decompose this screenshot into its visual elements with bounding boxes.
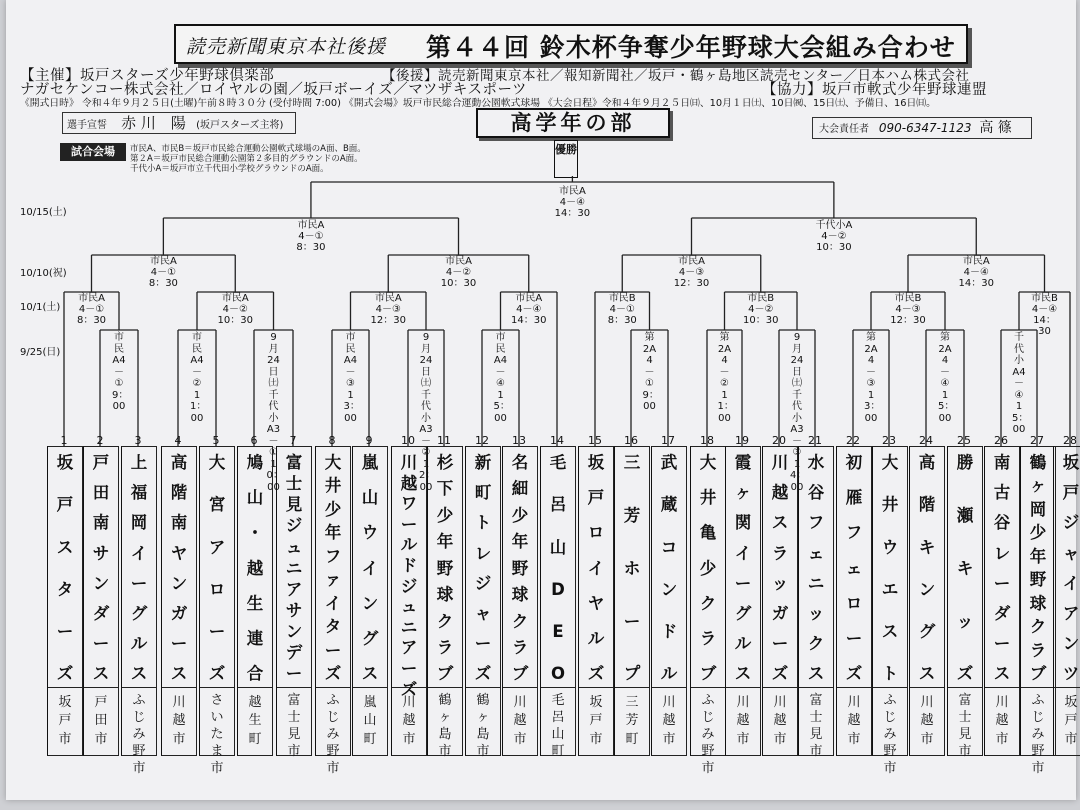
team-city: 戸 田 市: [84, 687, 118, 753]
match-time: 14：30: [511, 315, 547, 326]
team-column: [83, 446, 119, 756]
match-number: 4－④: [963, 267, 989, 278]
match-time: 14：30: [958, 278, 994, 289]
match-number: 4－②: [748, 304, 774, 315]
team-city: 川 越 市: [726, 687, 760, 753]
first-round-match-info: 第2A4－③13：00: [864, 332, 881, 424]
match-venue: 市民A: [678, 256, 705, 267]
team-column: [465, 446, 501, 759]
team-name: 富 士 見 ジ ュ ニ ア サ ン デ ー: [285, 453, 303, 684]
match-venue: 市民B: [894, 293, 922, 304]
team-column: [502, 446, 538, 756]
team-city: 鶴 ヶ 島 市: [466, 687, 500, 753]
team-city: ふ じ み 野 市: [691, 687, 725, 753]
team-name: 嵐 山 ウ イ ン グ ス: [361, 453, 379, 684]
team-column: [690, 446, 726, 776]
team-number: 9: [365, 434, 373, 447]
division-title: 高学年の部: [476, 108, 670, 138]
team-column: [578, 446, 614, 756]
team-city: 富 士 見 市: [277, 687, 311, 753]
match-time: 10：30: [816, 242, 852, 253]
match-time: 8：30: [76, 315, 107, 326]
team-number: 27: [1030, 434, 1044, 447]
first-round-match-info: 9月24日㈯千代小A3－①10：00: [266, 332, 283, 493]
team-city: 川 越 市: [910, 687, 944, 753]
team-city: ふ じ み 野 市: [1021, 687, 1055, 753]
team-city: 富 士 見 市: [799, 687, 833, 753]
match-info: [674, 256, 709, 289]
team-name: 三 芳 ホ ー プ: [623, 453, 641, 684]
match-venue: 市民B: [747, 293, 775, 304]
match-info: [296, 220, 325, 253]
venue-note: 市民A、市民B＝坂戸市民総合運動公園軟式球場のA面、B面。: [130, 144, 366, 154]
team-name: 新 町 ト レ ジ ャ ー ズ: [474, 453, 492, 684]
team-name: 坂 戸 ス タ ー ズ: [56, 453, 74, 684]
team-number: 7: [289, 434, 297, 447]
team-city: 川 越 市: [392, 687, 426, 753]
team-number: 25: [957, 434, 971, 447]
venue-note: 第２A＝坂戸市民総合運動公園第２多目的グラウンドのA面。: [130, 154, 363, 164]
team-number: 6: [250, 434, 258, 447]
team-column: [47, 446, 83, 756]
team-name: 坂 戸 ジ ャ イ ア ン ツ: [1062, 453, 1080, 684]
team-number: 14: [550, 434, 564, 447]
date-label: 9/25(日): [20, 347, 61, 358]
match-number: 4－③: [678, 267, 705, 278]
team-number: 15: [588, 434, 602, 447]
first-round-match-info: 第2A4－④15：00: [938, 332, 955, 424]
team-city: 川 越 市: [763, 687, 797, 753]
team-column: [651, 446, 687, 756]
title-sponsor: 読売新聞東京本社後援: [186, 36, 387, 58]
oath-player-team: (坂戸スターズ主将): [196, 120, 284, 131]
team-number: 3: [134, 434, 142, 447]
host-label: 【主催】: [20, 68, 80, 84]
team-city: 川 越 市: [985, 687, 1019, 753]
team-column: [836, 446, 872, 756]
team-city: さ い た ま 市: [200, 687, 234, 753]
team-number: 22: [846, 434, 860, 447]
team-city: 坂 戸 市: [48, 687, 82, 753]
team-city: ふ じ み 野 市: [873, 687, 907, 753]
team-city: 越 生 町: [238, 687, 272, 753]
team-name: 名 細 少 年 野 球 ク ラ ブ: [511, 453, 529, 684]
team-city: 坂 戸 市: [579, 687, 613, 753]
team-name: 坂 戸 ロ イ ヤ ル ズ: [587, 453, 605, 684]
match-number: 4－①: [150, 267, 177, 278]
team-number: 5: [212, 434, 220, 447]
first-round-match-info: 9月24日㈯千代小A3－②12：00: [419, 332, 436, 493]
team-name: 大 宮 ア ロ ー ズ: [208, 453, 226, 684]
team-column: [798, 446, 834, 759]
venue-note: 千代小A＝坂戸市立千代田小学校グラウンドのA面。: [130, 164, 329, 174]
team-number: 18: [700, 434, 714, 447]
team-name: 勝 瀬 キ ッ ズ: [956, 453, 974, 684]
team-city: 川 越 市: [503, 687, 537, 753]
match-number: 4－④: [516, 304, 542, 315]
match-venue: 市民A: [962, 256, 990, 267]
team-name: 水 谷 フ ェ ニ ッ ク ス: [807, 453, 825, 684]
team-name: 大 井 ウ エ ス ト: [881, 453, 899, 684]
team-name: 霞 ヶ 関 イ ー グ ル ス: [734, 453, 752, 684]
page-title: 第４４回 鈴木杯争奪少年野球大会組み合わせ: [426, 33, 956, 62]
match-info: [371, 293, 406, 326]
match-info: [77, 293, 106, 326]
team-name: 鶴 ヶ 岡 少 年 野 球 ク ラ ブ: [1029, 453, 1047, 684]
team-name: 川 越 ワ ー ル ド ジ ュ ニ ア ー ズ: [400, 453, 418, 699]
team-column: [947, 446, 983, 759]
team-number: 2: [96, 434, 104, 447]
match-venue: 市民A: [374, 293, 402, 304]
match-venue: 市民B: [1031, 293, 1058, 304]
team-city: ふ じ み 野 市: [316, 687, 350, 753]
match-info: [441, 256, 476, 289]
support-label: 【後援】: [382, 68, 438, 84]
team-name: 毛 呂 山 D E O: [549, 453, 567, 684]
team-column: [352, 446, 388, 756]
team-city: 富 士 見 市: [948, 687, 982, 753]
team-column: [427, 446, 463, 759]
match-info: [890, 293, 925, 326]
first-round-match-info: 市民A4－④15：00: [493, 332, 510, 424]
first-round-match-info: 市民A4－③13：00: [343, 332, 360, 424]
match-time: 12：30: [370, 315, 406, 326]
team-column: [161, 446, 197, 756]
championship-flag: 優勝: [554, 140, 578, 178]
host-name: 坂戸スターズ少年野球倶楽部: [80, 68, 275, 84]
match-time: 12：30: [673, 278, 710, 289]
date-label: 10/10(祝): [20, 268, 67, 279]
match-info: [743, 293, 778, 326]
team-number: 10: [401, 434, 415, 447]
coop-label: 【協力】: [762, 82, 822, 98]
team-number: 28: [1063, 434, 1077, 447]
team-number: 13: [512, 434, 526, 447]
team-column: [540, 446, 576, 759]
match-number: 4－④: [1031, 304, 1058, 315]
support-line-2: ナガセケンコー株式会社／ロイヤルの園／坂戸ボーイズ／マツザキスポーツ: [20, 82, 527, 98]
team-name: 大 井 亀 少 ク ラ ブ: [699, 453, 717, 684]
team-number: 16: [624, 434, 638, 447]
team-number: 11: [437, 434, 451, 447]
match-time: 10：30: [440, 278, 477, 289]
match-number: 4－②: [222, 304, 248, 315]
team-name: 高 階 南 ヤ ン ガ ー ス: [170, 453, 188, 684]
match-venue: 市民A: [149, 256, 177, 267]
team-city: 毛 呂 山 町: [541, 687, 575, 753]
team-number: 19: [735, 434, 749, 447]
team-number: 20: [772, 434, 786, 447]
match-venue: 市民A: [221, 293, 249, 304]
team-number: 24: [919, 434, 933, 447]
team-name: 杉 下 少 年 野 球 ク ラ ブ: [436, 453, 454, 684]
match-venue: 市民B: [608, 293, 636, 304]
team-column: [121, 446, 157, 776]
team-name: 武 蔵 コ ン ド ル: [660, 453, 678, 684]
match-venue: 市民A: [297, 220, 325, 231]
team-name: 戸 田 南 サ ン ダ ー ス: [92, 453, 110, 684]
match-info: [149, 256, 178, 289]
team-city: 嵐 山 町: [353, 687, 387, 753]
team-column: [984, 446, 1020, 756]
match-number: 4－①: [609, 304, 635, 315]
match-info: [815, 220, 852, 253]
match-info: [555, 186, 590, 219]
team-column: [872, 446, 908, 776]
team-column: [725, 446, 761, 756]
team-city: 川 越 市: [162, 687, 196, 753]
coop-name: 坂戸市軟式少年野球連盟: [822, 82, 987, 98]
match-time: 8：30: [148, 278, 178, 289]
match-time: 14：30: [1033, 315, 1056, 337]
match-venue: 市民A: [558, 186, 586, 197]
team-name: 上 福 岡 イ ー グ ル ス: [130, 453, 148, 684]
oath-player-name: 赤 川 陽: [121, 114, 186, 132]
team-number: 4: [174, 434, 182, 447]
match-info: [511, 293, 546, 326]
match-time: 14：30: [554, 208, 591, 219]
match-number: 4－②: [445, 267, 472, 278]
match-time: 8：30: [607, 315, 637, 326]
match-info: [218, 293, 253, 326]
team-name: 川 越 ス ラ ッ ガ ー ズ: [771, 453, 789, 684]
manager-phone: 090-6347-1123: [878, 121, 972, 135]
team-city: 鶴 ヶ 島 市: [428, 687, 462, 753]
support-names: 読売新聞東京本社／報知新聞社／坂戸・鶴ヶ島地区読売センター／日本ハム株式会社: [438, 68, 970, 84]
team-column: [391, 446, 427, 756]
team-number: 21: [808, 434, 822, 447]
schedule-line: 《開式日時》 令和４年９月２５日(土曜)午前８時３０分 (受付時間 7:00) 《開式会場》坂戸市民総合運動公園軟式球場 《大会日程》令和４年９月２５日㈰、10月１日㈯、10日㈷、15日㈯、予備日、16日㈰。: [20, 98, 936, 109]
match-number: 4－③: [375, 304, 401, 315]
team-column: [614, 446, 650, 756]
match-time: 10：30: [743, 315, 779, 326]
team-number: 23: [882, 434, 896, 447]
match-number: 4－③: [895, 304, 921, 315]
first-round-match-info: 市民A4－①9：00: [112, 332, 129, 412]
team-name: 南 古 谷 レ ー ダ ー ス: [993, 453, 1011, 684]
match-time: 8：30: [296, 242, 326, 253]
team-number: 8: [328, 434, 336, 447]
bracket-lines: [6, 0, 1076, 450]
team-column: [1020, 446, 1056, 776]
date-label: 10/1(土): [20, 302, 61, 313]
team-column: [276, 446, 312, 759]
match-venue: 市民A: [445, 256, 472, 267]
match-number: 4－①: [298, 231, 324, 242]
manager-label: 大会責任者: [819, 124, 869, 135]
team-column: [237, 446, 273, 756]
team-column: [1053, 446, 1080, 756]
match-number: 4－②: [821, 231, 847, 242]
team-number: 12: [475, 434, 489, 447]
match-venue: 市民A: [78, 293, 105, 304]
oath-label: 選手宣誓: [67, 120, 107, 131]
team-name: 鳩 山 ・ 越 生 連 合: [246, 453, 264, 684]
match-time: 10：30: [217, 315, 253, 326]
team-city: 坂 戸 市: [1054, 687, 1080, 753]
venue-badge: 試合会場: [60, 143, 126, 161]
team-city: 川 越 市: [837, 687, 871, 753]
team-name: 大 井 少 年 フ ァ イ タ ー ズ: [324, 453, 342, 684]
team-city: 川 越 市: [652, 687, 686, 753]
match-number: 4－①: [78, 304, 105, 315]
match-venue: 千代小A: [815, 220, 853, 231]
team-column: [909, 446, 945, 756]
team-name: 初 雁 フ ェ ロ ー ズ: [845, 453, 863, 684]
match-time: 12：30: [890, 315, 926, 326]
tournament-sheet: [6, 0, 1080, 800]
match-venue: 市民A: [515, 293, 543, 304]
team-name: 高 階 キ ン グ ス: [918, 453, 936, 684]
team-number: 1: [60, 434, 68, 447]
date-label: 10/15(土): [20, 207, 67, 218]
first-round-match-info: 9月24日㈯千代小A3－③14：00: [790, 332, 807, 493]
match-info: [608, 293, 637, 326]
first-round-match-info: 第2A4－①9：00: [642, 332, 659, 412]
team-column: [762, 446, 798, 756]
first-round-match-info: 千代小A4－④15：00: [1012, 332, 1029, 435]
team-number: 26: [994, 434, 1008, 447]
team-column: [199, 446, 235, 776]
match-number: 4－④: [559, 197, 586, 208]
match-info: [959, 256, 994, 289]
manager-name: 高 篠: [979, 120, 1012, 136]
match-info: [1029, 293, 1061, 337]
team-number: 17: [661, 434, 675, 447]
first-round-match-info: 第2A4－②11：00: [717, 332, 734, 424]
team-column: [315, 446, 351, 776]
team-city: ふ じ み 野 市: [122, 687, 156, 753]
team-city: 三 芳 町: [615, 687, 649, 753]
first-round-match-info: 市民A4－②11：00: [190, 332, 207, 424]
